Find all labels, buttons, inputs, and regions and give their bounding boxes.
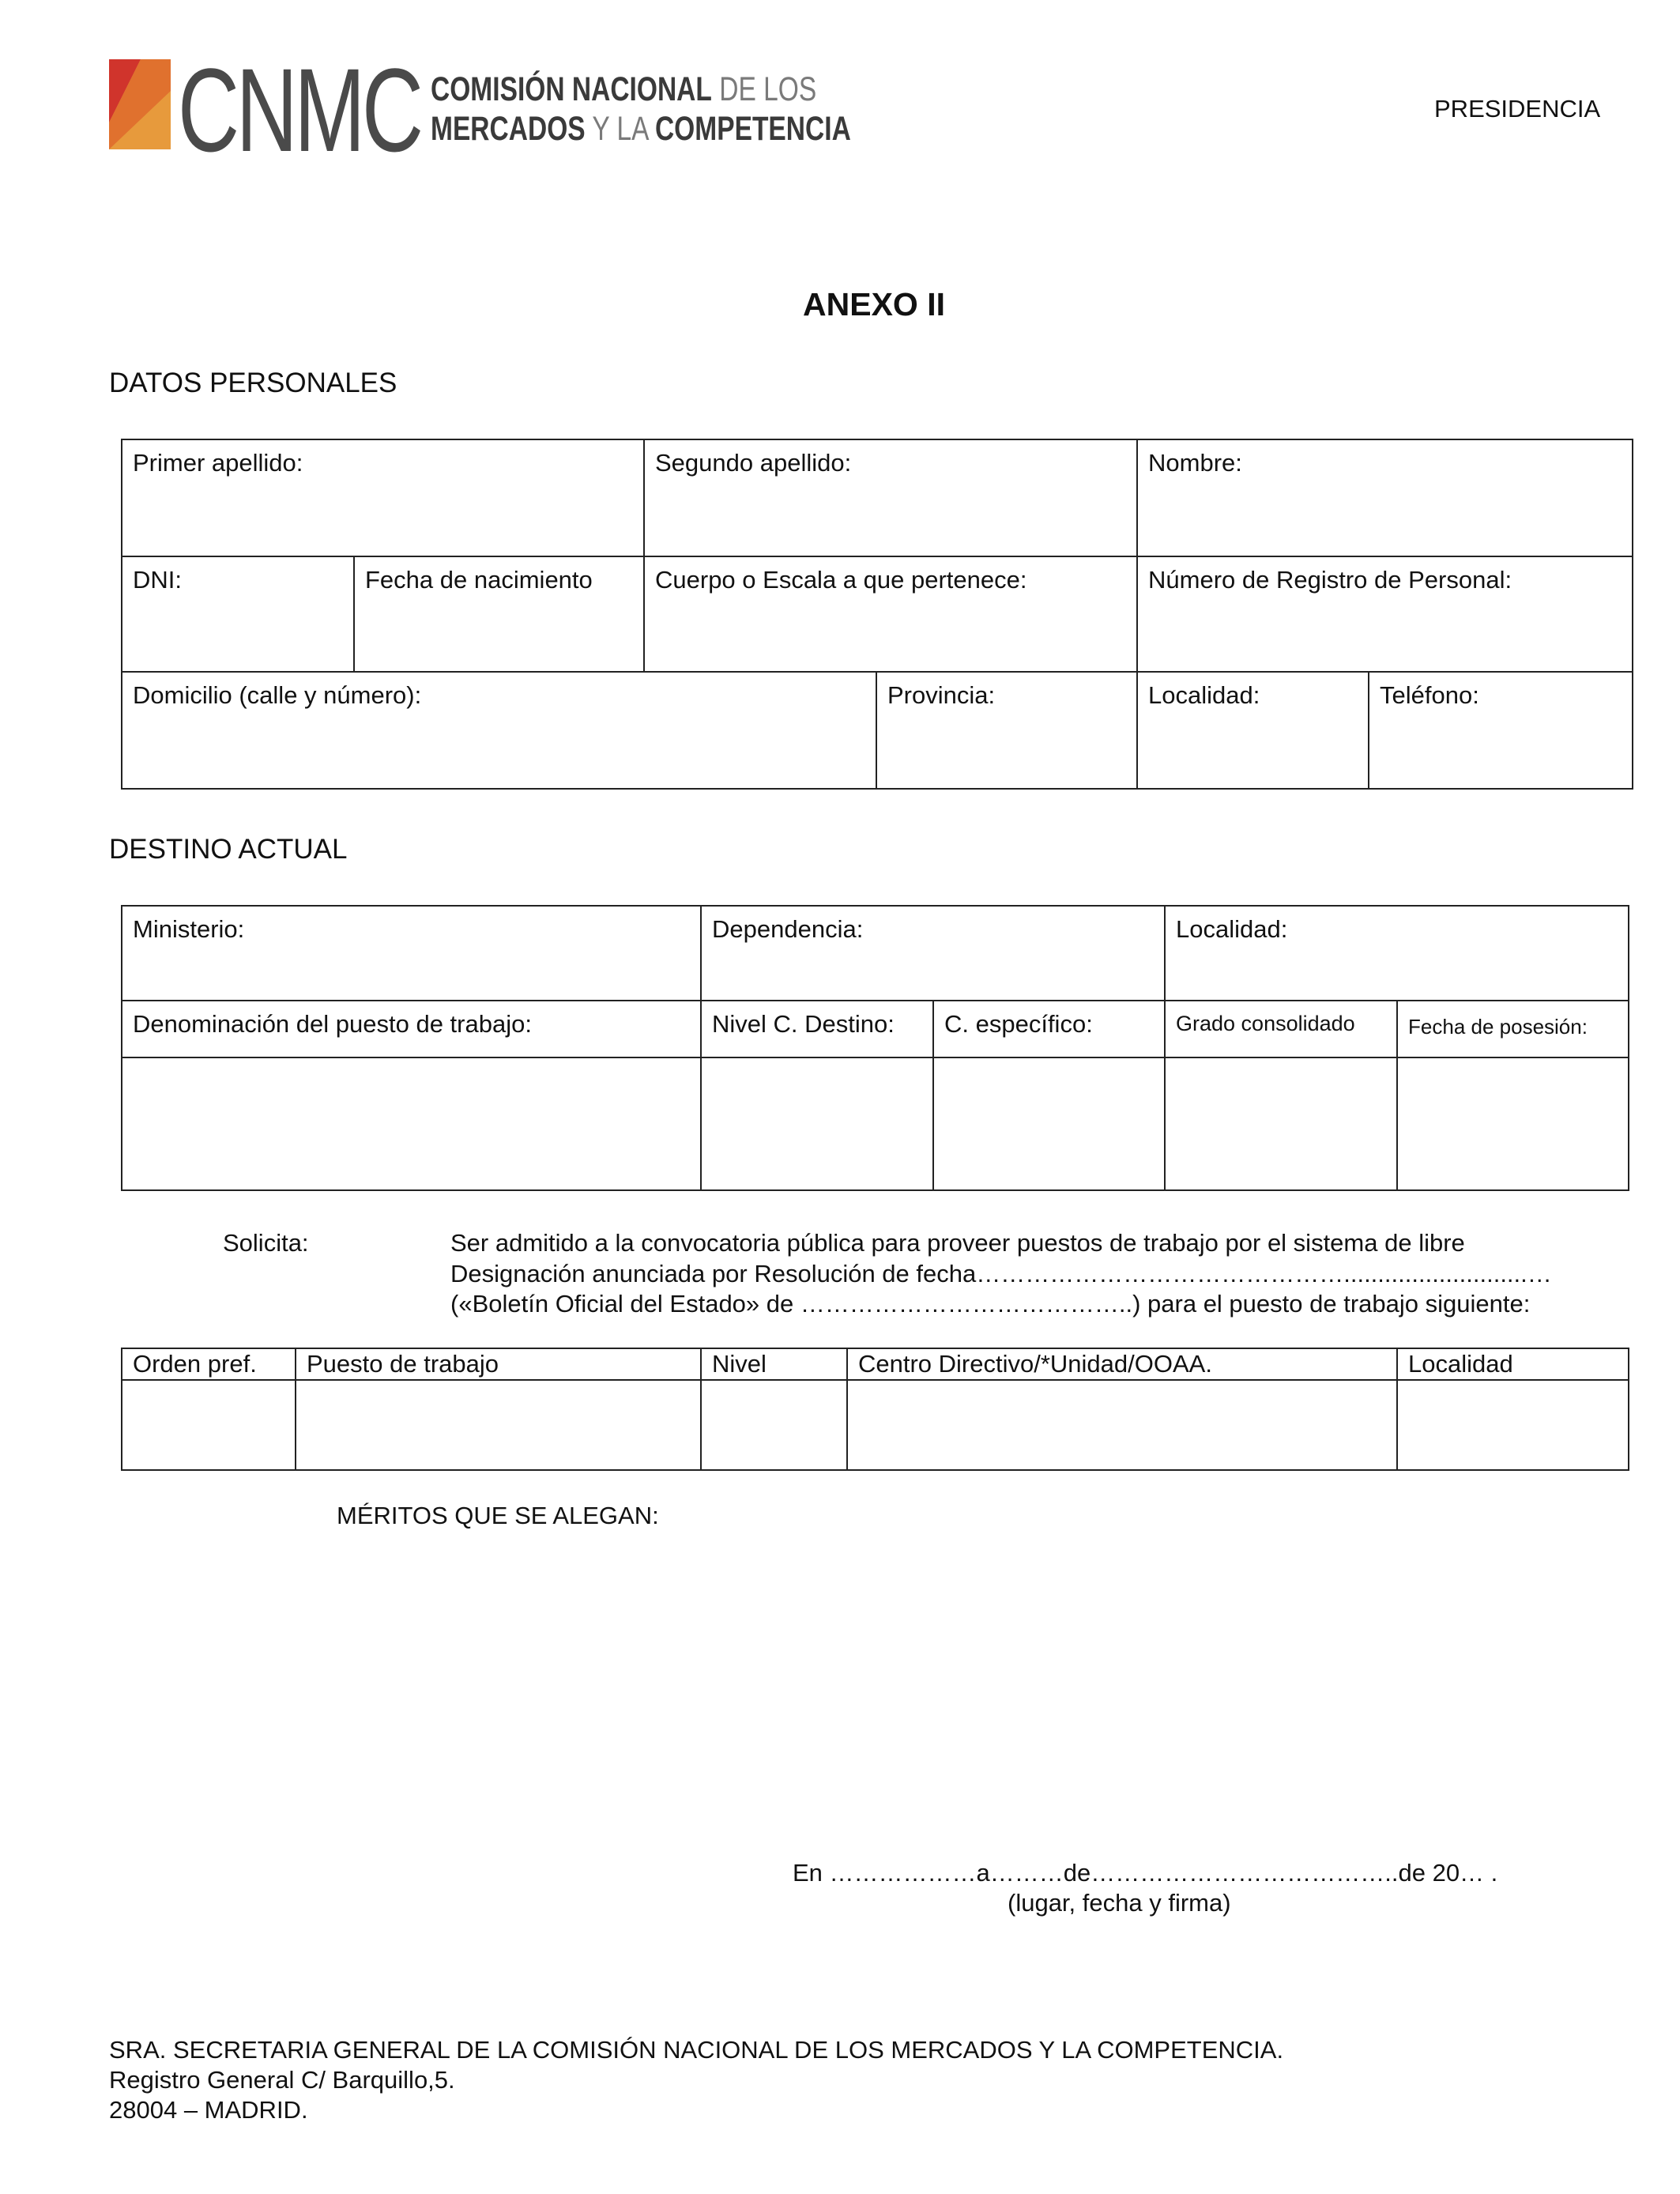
puestos-solicitados-table	[121, 1348, 1629, 1471]
field-ministerio[interactable]: Ministerio:	[122, 906, 701, 1001]
header-nivel-destino: Nivel C. Destino:	[701, 1001, 933, 1057]
input-orden-pref[interactable]	[122, 1380, 296, 1470]
column-header-orden-pref: Orden pref.	[122, 1348, 296, 1380]
input-denominacion-puesto[interactable]	[122, 1057, 701, 1190]
field-fecha-nacimiento[interactable]: Fecha de nacimiento	[354, 556, 644, 672]
logo-tagline-line2	[431, 112, 851, 146]
input-nivel[interactable]	[701, 1380, 847, 1470]
header-presidencia: PRESIDENCIA	[1434, 95, 1601, 123]
column-header-centro-directivo: Centro Directivo/*Unidad/OOAA.	[847, 1348, 1397, 1380]
field-provincia[interactable]: Provincia:	[876, 672, 1137, 789]
datos-personales-table	[121, 439, 1633, 790]
footer-address: Registro General C/ Barquillo,5.	[109, 2066, 455, 2094]
field-domicilio[interactable]: Domicilio (calle y número):	[122, 672, 876, 789]
logo-tagline-bold: COMPETENCIA	[654, 110, 851, 148]
logo-tagline-bold: COMISIÓN NACIONAL	[431, 70, 712, 108]
footer-addressee: SRA. SECRETARIA GENERAL DE LA COMISIÓN NACIONAL DE LOS MERCADOS Y LA COMPETENCIA.	[109, 2036, 1284, 2064]
field-nombre[interactable]: Nombre:	[1137, 439, 1633, 556]
cnmc-logo-wordmark: CNMC	[178, 43, 420, 176]
header-denominacion-puesto: Denominación del puesto de trabajo:	[122, 1001, 701, 1057]
field-telefono[interactable]: Teléfono:	[1369, 672, 1633, 789]
field-primer-apellido[interactable]: Primer apellido:	[122, 439, 644, 556]
firma-caption: (lugar, fecha y firma)	[1008, 1889, 1231, 1917]
input-localidad[interactable]	[1397, 1380, 1629, 1470]
field-segundo-apellido[interactable]: Segundo apellido:	[644, 439, 1137, 556]
firma-lugar-fecha-line: En ………………a………de………………………………..de 20… .	[793, 1859, 1498, 1887]
logo-tagline-light: Y LA	[592, 110, 648, 148]
header-c-especifico: C. específico:	[933, 1001, 1165, 1057]
field-localidad[interactable]: Localidad:	[1137, 672, 1369, 789]
footer-postal-city: 28004 – MADRID.	[109, 2096, 308, 2124]
field-cuerpo-escala[interactable]: Cuerpo o Escala a que pertenece:	[644, 556, 1137, 672]
field-dni[interactable]: DNI:	[122, 556, 354, 672]
solicita-text-line: («Boletín Oficial del Estado» de …………………………………..) para el puesto de trabajo siguiente:	[450, 1290, 1531, 1318]
logo-tagline-bold: MERCADOS	[431, 110, 586, 148]
destino-actual-table	[121, 905, 1629, 1191]
input-fecha-posesion[interactable]	[1397, 1057, 1629, 1190]
cnmc-logo-mark	[109, 59, 171, 149]
field-dependencia[interactable]: Dependencia:	[701, 906, 1165, 1001]
column-header-nivel: Nivel	[701, 1348, 847, 1380]
solicita-label: Solicita:	[223, 1229, 309, 1257]
solicita-text-line: Designación anunciada por Resolución de fecha………………………………………...........................…	[450, 1260, 1552, 1287]
field-localidad-destino[interactable]: Localidad:	[1165, 906, 1629, 1001]
page-title: ANEXO II	[803, 286, 945, 322]
header-grado-consolidado: Grado consolidado	[1165, 1001, 1397, 1057]
input-nivel-destino[interactable]	[701, 1057, 933, 1190]
column-header-puesto-trabajo: Puesto de trabajo	[296, 1348, 701, 1380]
solicita-text-line: Ser admitido a la convocatoria pública para proveer puestos de trabajo por el sistema de libre	[450, 1229, 1465, 1257]
header-fecha-posesion: Fecha de posesión:	[1397, 1001, 1629, 1057]
logo-tagline-line1	[431, 70, 817, 108]
input-c-especifico[interactable]	[933, 1057, 1165, 1190]
input-centro-directivo[interactable]	[847, 1380, 1397, 1470]
field-numero-registro[interactable]: Número de Registro de Personal:	[1137, 556, 1633, 672]
logo-tagline-light: DE LOS	[719, 70, 817, 108]
input-puesto-trabajo[interactable]	[296, 1380, 701, 1470]
section-heading-datos-personales: DATOS PERSONALES	[109, 368, 397, 398]
input-grado-consolidado[interactable]	[1165, 1057, 1397, 1190]
meritos-heading: MÉRITOS QUE SE ALEGAN:	[337, 1502, 659, 1529]
section-heading-destino-actual: DESTINO ACTUAL	[109, 834, 348, 865]
column-header-localidad: Localidad	[1397, 1348, 1629, 1380]
